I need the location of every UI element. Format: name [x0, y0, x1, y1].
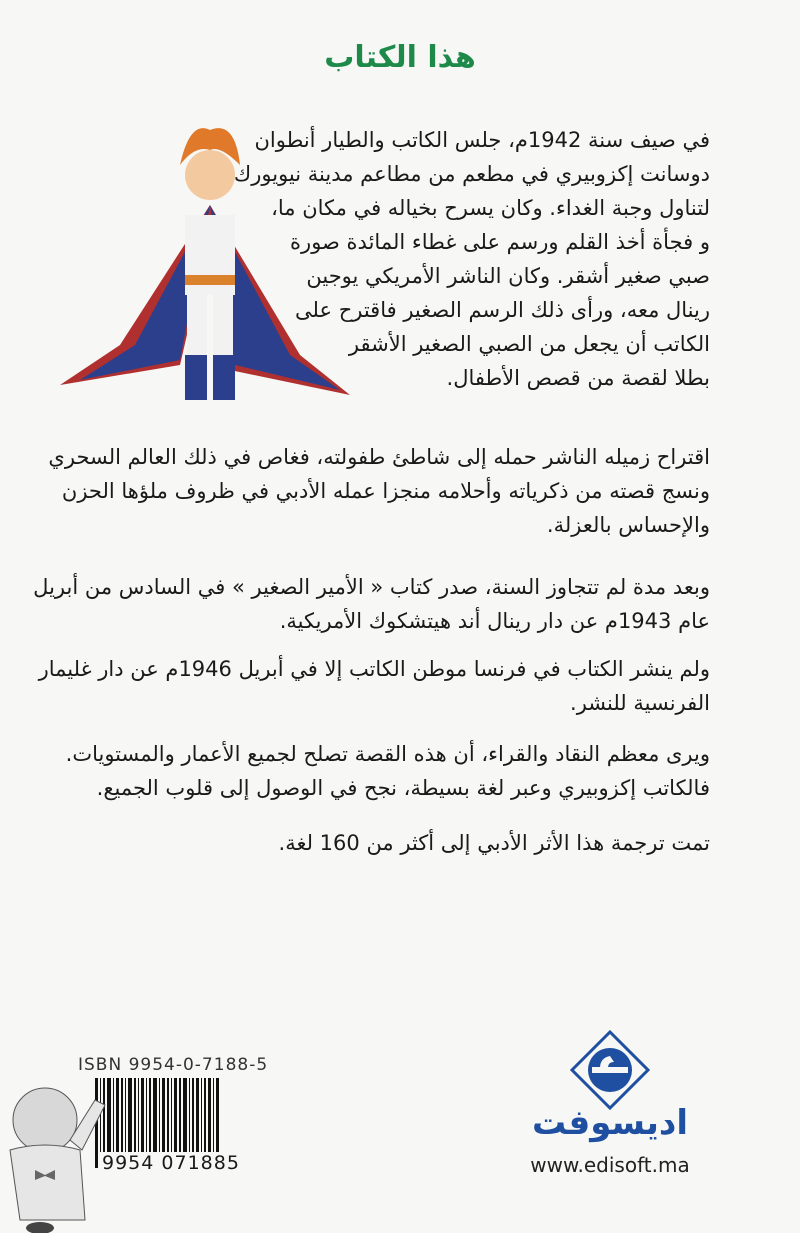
- text-line: وبعد مدة لم تتجاوز السنة، صدر كتاب « الأمير الصغير » في السادس من أبريل: [33, 575, 710, 599]
- paragraph-6: [279, 826, 710, 860]
- text-line: والإحساس بالعزلة.: [546, 513, 710, 537]
- text-line: اقتراح زميله الناشر حمله إلى شاطئ طفولته، فغاص في ذلك العالم السحري: [48, 445, 710, 469]
- text-line: الكاتب أن يجعل من الصبي الصغير الأشقر: [348, 332, 710, 356]
- text-line: عام 1943م عن دار رينال أند هيتشكوك الأمريكية.: [279, 609, 710, 633]
- text-line: ولم ينشر الكتاب في فرنسا موطن الكاتب إلا في أبريل 1946م عن دار غليمار: [38, 657, 710, 681]
- paragraph-4: [39, 652, 710, 720]
- text-line: رينال معه، ورأى ذلك الرسم الصغير فاقترح على: [295, 298, 710, 322]
- publisher-name: اديسوفت: [531, 1103, 689, 1143]
- text-line: و فجأة أخذ القلم ورسم على غطاء المائدة صورة: [290, 230, 710, 254]
- paragraph-3: [33, 570, 710, 638]
- text-line: في صيف سنة 1942م، جلس الكاتب والطيار أنطوان: [254, 128, 710, 152]
- text-line: صبي صغير أشقر. وكان الناشر الأمريكي يوجين: [306, 264, 710, 288]
- paragraph-2: [48, 440, 710, 542]
- text-line: الفرنسية للنشر.: [570, 691, 710, 715]
- text-line: دوسانت إكزوبيري في مطعم من مطاعم مدينة نيويورك: [233, 162, 710, 186]
- text-line: تمت ترجمة هذا الأثر الأدبي إلى أكثر من 160 لغة.: [278, 831, 710, 855]
- text-line: ويرى معظم النقاد والقراء، أن هذه القصة تصلح لجميع الأعمار والمستويات.: [65, 742, 710, 766]
- text-line: بطلا لقصة من قصص الأطفال.: [446, 366, 710, 390]
- cover-title: هذا الكتاب: [324, 40, 476, 75]
- barcode-number: 9954 071885: [102, 1152, 240, 1174]
- publisher-url[interactable]: www.edisoft.ma: [530, 1153, 690, 1177]
- paragraph-5: [66, 737, 710, 805]
- little-prince-waving-illustration: [0, 1080, 110, 1233]
- text-line: لتناول وجبة الغداء. وكان يسرح بخياله في مكان ما،: [271, 196, 710, 220]
- edisoft-logo-icon: [570, 1030, 650, 1110]
- text-line: فالكاتب إكزوبيري وعبر لغة بسيطة، نجح في الوصول إلى قلوب الجميع.: [96, 776, 710, 800]
- text-line: ونسج قصته من ذكرياته وأحلامه منجزا عمله الأدبي في ظروف ملؤها الحزن: [61, 479, 710, 503]
- isbn-label: ISBN 9954-0-7188-5: [78, 1055, 269, 1075]
- paragraph-1: [234, 123, 710, 395]
